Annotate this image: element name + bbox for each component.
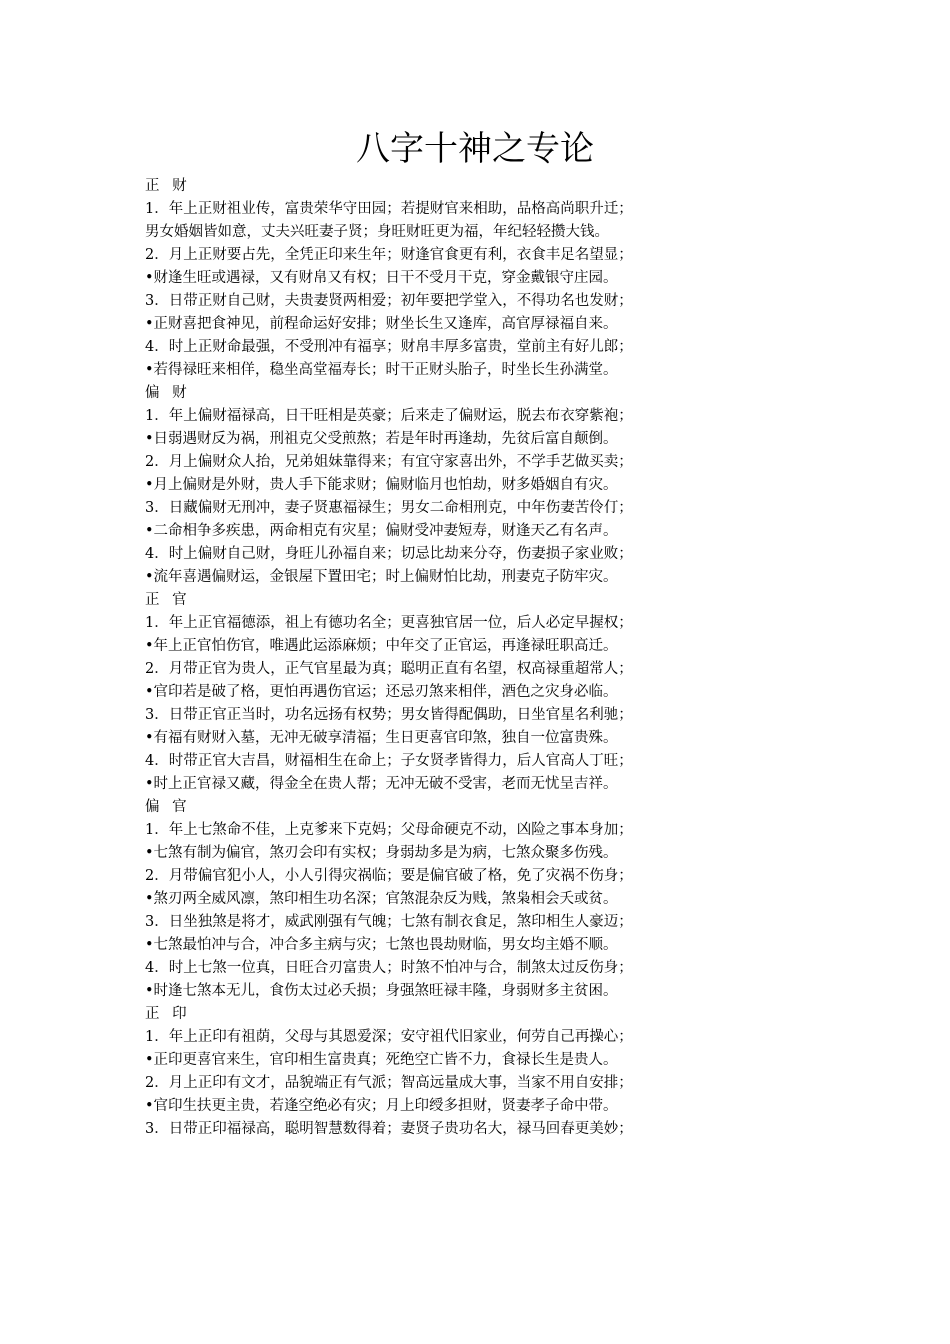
text-line: •七煞最怕冲与合，冲合多主病与灾；七煞也畏劫财临，男女均主婚不顺。 xyxy=(145,937,618,953)
text-line: 2．月带偏官犯小人，小人引得灾祸临；要是偏官破了格，免了灾祸不伤身； xyxy=(145,868,633,884)
text-line: 4．时带正官大吉昌，财福相生在命上；子女贤孝皆得力，后人官高人丁旺； xyxy=(145,753,633,769)
text-line: 1．年上偏财福禄高，日干旺相是英豪；后来走了偏财运，脱去布衣穿紫袍； xyxy=(145,408,633,424)
text-line: 1．年上七煞命不佳，上克爹来下克妈；父母命硬克不动，凶险之事本身加； xyxy=(145,822,633,838)
text-line: 3．日坐独煞是将才，威武刚强有气魄；七煞有制衣食足，煞印相生人豪迈； xyxy=(145,914,633,930)
section-heading: 偏 官 xyxy=(145,799,191,815)
text-line: •年上正官怕伤官，唯遇此运添麻烦；中年交了正官运，再逢禄旺职高迁。 xyxy=(145,638,618,654)
text-line: 2．月上正财要占先，全凭正印来生年；财逢官食更有利，衣食丰足名望显； xyxy=(145,247,633,263)
text-line: 3．日藏偏财无刑冲，妻子贤惠福禄生；男女二命相刑克，中年伤妻苦伶仃； xyxy=(145,500,633,516)
text-line: •官印若是破了格，更怕再遇伤官运；还忌刃煞来相伴，酒色之灾身必临。 xyxy=(145,684,618,700)
text-line: 男女婚姻皆如意，丈夫兴旺妻子贤；身旺财旺更为福，年纪轻轻攒大钱。 xyxy=(145,224,609,240)
text-line: •官印生扶更主贵，若逢空绝必有灾；月上印绶多担财，贤妻孝子命中带。 xyxy=(145,1098,618,1114)
text-line: •有福有财财入墓，无冲无破享清福；生日更喜官印煞，独自一位富贵殊。 xyxy=(145,730,618,746)
text-line: 3．日带正印福禄高，聪明智慧数得着；妻贤子贵功名大，禄马回春更美妙； xyxy=(145,1121,633,1137)
text-line: •正印更喜官来生，官印相生富贵真；死绝空亡皆不力，食禄长生是贵人。 xyxy=(145,1052,618,1068)
text-line: •日弱遇财反为祸，刑祖克父受煎熬；若是年时再逢劫，先贫后富自颠倒。 xyxy=(145,431,618,447)
text-line: 4．时上正财命最强，不受刑冲有福享；财帛丰厚多富贵，堂前主有好儿郎； xyxy=(145,339,633,355)
document-title: 八字十神之专论 xyxy=(356,129,594,169)
text-line: 1．年上正官福德添，祖上有德功名全；更喜独官居一位，后人必定早握权； xyxy=(145,615,633,631)
text-line: •月上偏财是外财，贵人手下能求财；偏财临月也怕劫，财多婚姻自有灾。 xyxy=(145,477,618,493)
section-heading: 正 印 xyxy=(145,1006,191,1022)
section-heading: 正 官 xyxy=(145,592,191,608)
document-body xyxy=(145,175,845,1141)
section-heading: 偏 财 xyxy=(145,385,191,401)
text-line: •煞刃两全威风凛，煞印相生功名深；官煞混杂反为贱，煞枭相会夭或贫。 xyxy=(145,891,618,907)
section-heading: 正 财 xyxy=(145,178,191,194)
text-line: 3．日带正官正当时，功名远扬有权势；男女皆得配偶助，日坐官星名利驰； xyxy=(145,707,633,723)
text-line: 1．年上正财祖业传，富贵荣华守田园；若提财官来相助，品格高尚职升迁； xyxy=(145,201,633,217)
text-line: 4．时上偏财自己财，身旺儿孙福自来；切忌比劫来分夺，伤妻损子家业败； xyxy=(145,546,633,562)
text-line: 3．日带正财自己财，夫贵妻贤两相爱；初年要把学堂入，不得功名也发财； xyxy=(145,293,633,309)
text-line: •若得禄旺来相佯，稳坐高堂福寿长；时干正财头胎子，时坐长生孙满堂。 xyxy=(145,362,618,378)
text-line: 1．年上正印有祖荫，父母与其恩爱深；安守祖代旧家业，何劳自己再操心； xyxy=(145,1029,633,1045)
text-line: •二命相争多疾患，两命相克有灾星；偏财受冲妻短寿，财逢天乙有名声。 xyxy=(145,523,618,539)
text-line: •财逢生旺或遇禄，又有财帛又有权；日干不受月干克，穿金戴银守庄园。 xyxy=(145,270,618,286)
text-line: •七煞有制为偏官，煞刃会印有实权；身弱劫多是为病，七煞众聚多伤残。 xyxy=(145,845,618,861)
text-line: 2．月上偏财众人抬，兄弟姐妹靠得来；有宜守家喜出外，不学手艺做买卖； xyxy=(145,454,633,470)
text-line: 4．时上七煞一位真，日旺合刃富贵人；时煞不怕冲与合，制煞太过反伤身； xyxy=(145,960,633,976)
text-line: •时逢七煞本无儿，食伤太过必夭损；身强煞旺禄丰隆，身弱财多主贫困。 xyxy=(145,983,618,999)
text-line: •正财喜把食神见，前程命运好安排；财坐长生又逢库，高官厚禄福自来。 xyxy=(145,316,618,332)
text-line: •流年喜遇偏财运，金银屋下置田宅；时上偏财怕比劫，刑妻克子防牢灾。 xyxy=(145,569,618,585)
text-line: 2．月上正印有文才，品貌端正有气派；智高远量成大事，当家不用自安排； xyxy=(145,1075,633,1091)
text-line: •时上正官禄又藏，得金全在贵人帮；无冲无破不受害，老而无忧呈吉祥。 xyxy=(145,776,618,792)
text-line: 2．月带正官为贵人，正气官星最为真；聪明正直有名望，权高禄重超常人； xyxy=(145,661,633,677)
